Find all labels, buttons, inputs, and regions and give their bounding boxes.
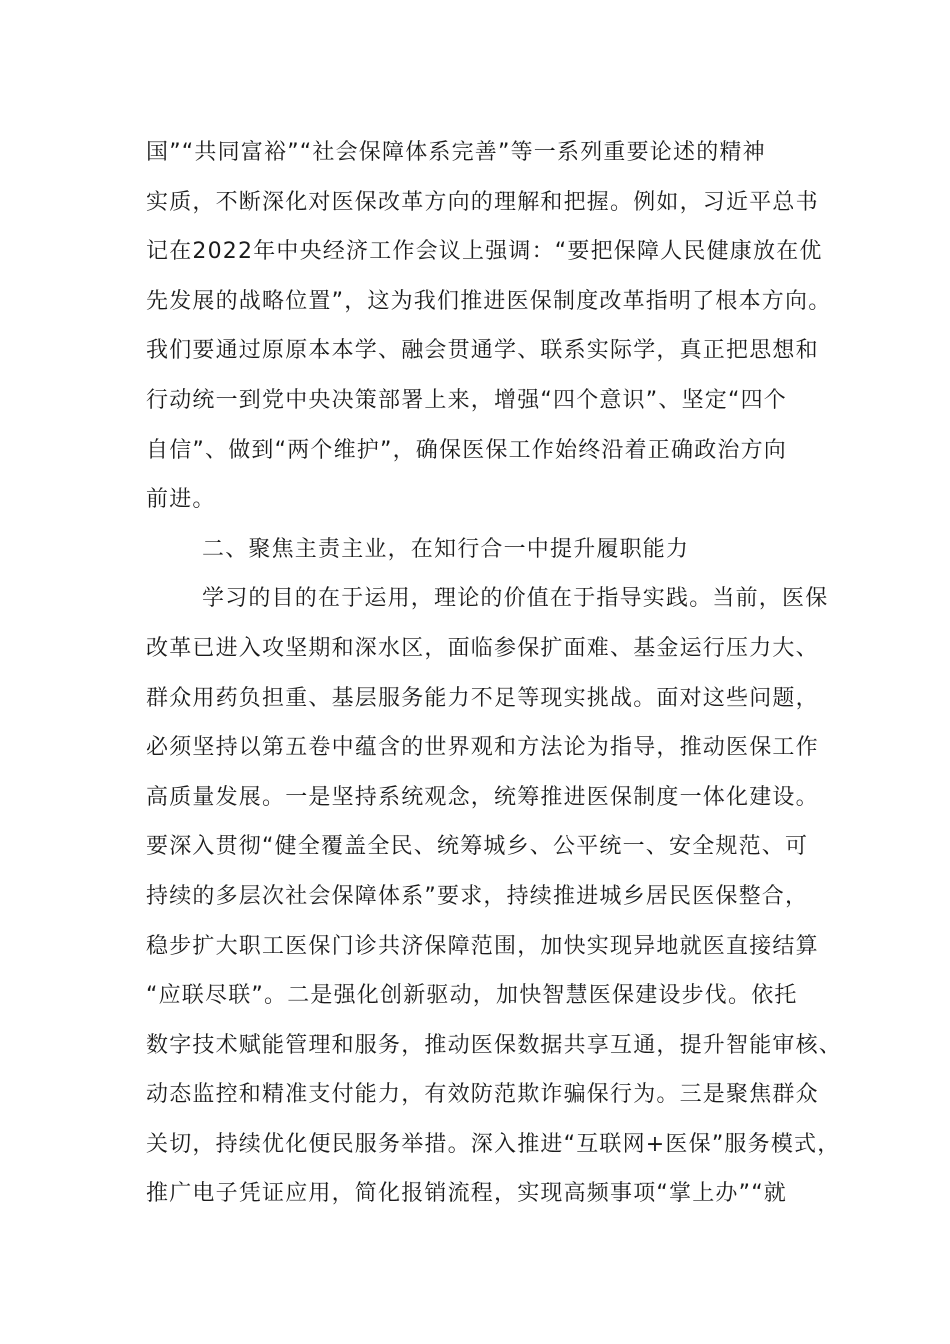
text-line: 群众用药负担重、基层服务能力不足等现实挑战。面对这些问题， <box>146 685 819 711</box>
text-line: 动态监控和精准支付能力，有效防范欺诈骗保行为。三是聚焦群众 <box>146 1082 819 1108</box>
paragraph-start-line: 学习的目的在于运用，理论的价值在于指导实践。当前，医保 <box>202 586 829 612</box>
text-line: 稳步扩大职工医保门诊共济保障范围，加快实现异地就医直接结算 <box>146 933 819 959</box>
text-line: 实质，不断深化对医保改革方向的理解和把握。例如，习近平总书 <box>146 189 819 215</box>
text-line: 高质量发展。一是坚持系统观念，统筹推进医保制度一体化建设。 <box>146 784 819 810</box>
text-line: 先发展的战略位置”，这为我们推进医保制度改革指明了根本方向。 <box>146 288 832 314</box>
text-line: 改革已进入攻坚期和深水区，面临参保扩面难、基金运行压力大、 <box>146 635 819 661</box>
text-line: 关切，持续优化便民服务举措。深入推进“互联网+医保”服务模式， <box>146 1131 841 1157</box>
document-body <box>146 128 843 1219</box>
text-line: 我们要通过原原本本学、融会贯通学、联系实际学，真正把思想和 <box>146 338 819 364</box>
text-line: “应联尽联”。二是强化创新驱动，加快智慧医保建设步伐。依托 <box>146 983 798 1009</box>
text-line: 持续的多层次社会保障体系”要求，持续推进城乡居民医保整合， <box>146 883 809 909</box>
text-line: 前进。 <box>146 487 216 513</box>
text-line: 行动统一到党中央决策部署上来，增强“四个意识”、坚定“四个 <box>146 387 787 413</box>
text-line: 推广电子凭证应用，简化报销流程，实现高频事项“掌上办”“就 <box>146 1181 787 1207</box>
section-heading: 二、聚焦主责主业，在知行合一中提升履职能力 <box>202 536 690 562</box>
text-line: 数字技术赋能管理和服务，推动医保数据共享互通，提升智能审核、 <box>146 1032 843 1058</box>
text-line: 要深入贯彻“健全覆盖全民、统筹城乡、公平统一、安全规范、可 <box>146 834 809 860</box>
text-line: 自信”、做到“两个维护”，确保医保工作始终沿着正确政治方向 <box>146 437 787 463</box>
text-line: 国”“共同富裕”“社会保障体系完善”等一系列重要论述的精神 <box>146 140 766 165</box>
text-line: 记在2022年中央经济工作会议上强调：“要把保障人民健康放在优 <box>146 239 823 265</box>
text-line: 必须坚持以第五卷中蕴含的世界观和方法论为指导，推动医保工作 <box>146 735 819 761</box>
